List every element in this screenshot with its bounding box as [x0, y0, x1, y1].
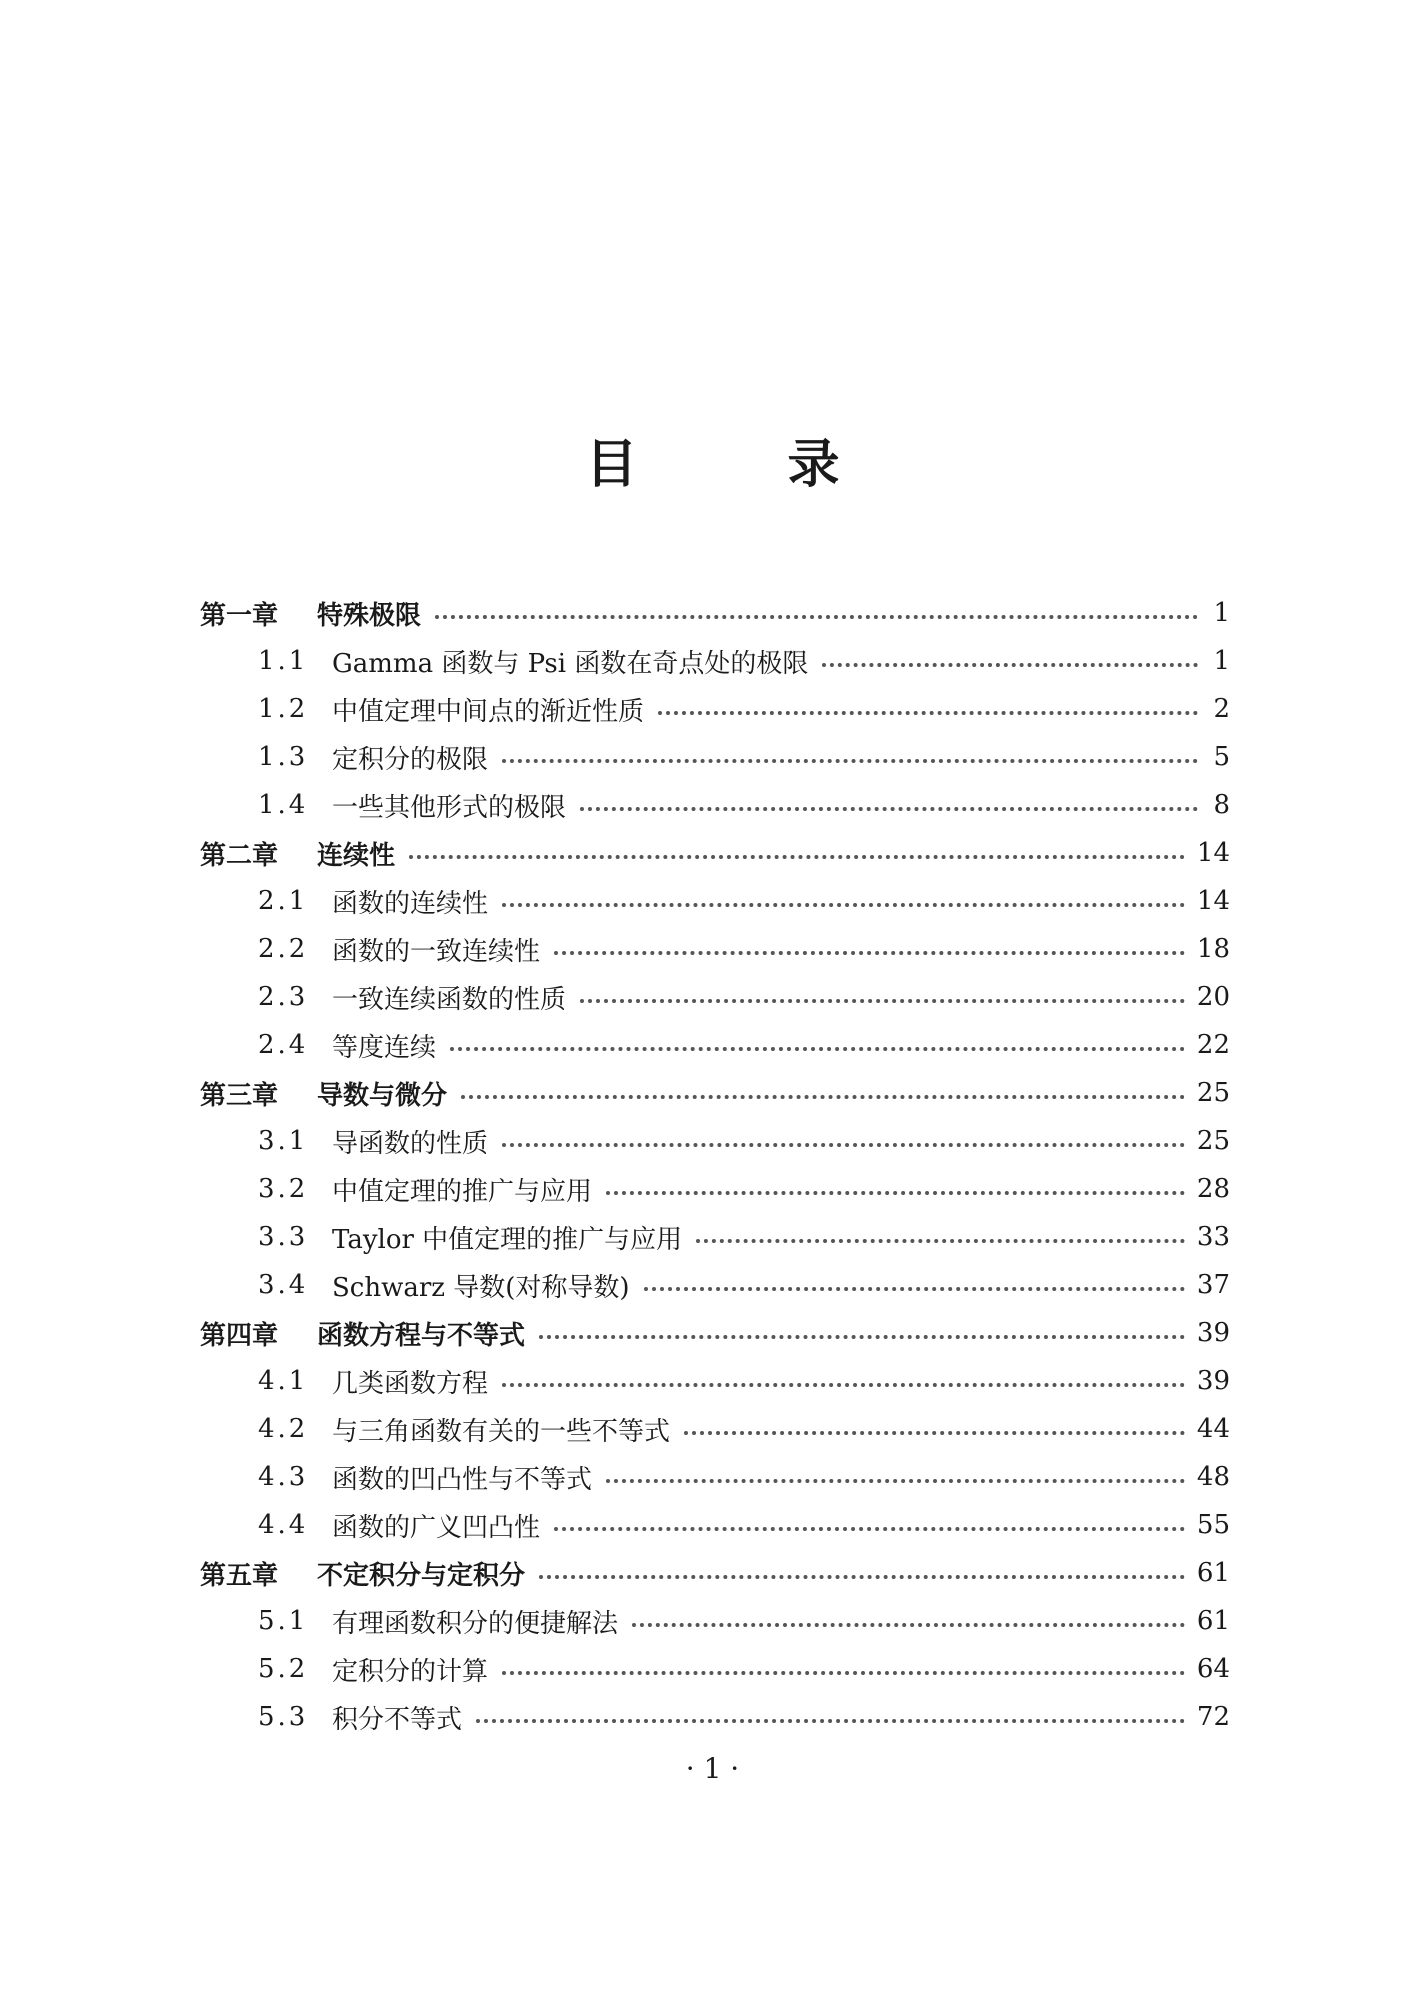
toc-entry-page-number: 18	[1196, 934, 1230, 964]
toc-dot-leader	[502, 1671, 1185, 1675]
toc-dot-leader	[696, 1239, 1185, 1243]
toc-entry-title: 导数与微分	[317, 1080, 448, 1111]
toc-section-entry[interactable]	[200, 1021, 1230, 1069]
toc-section-entry[interactable]	[200, 1261, 1230, 1309]
toc-entry-number: 1.2	[258, 694, 309, 724]
toc-entry-title: 与三角函数有关的一些不等式	[332, 1416, 671, 1447]
toc-chapter-entry[interactable]	[200, 829, 1230, 877]
toc-entry-title: Schwarz 导数(对称导数)	[332, 1272, 630, 1303]
toc-entry-number: 3.1	[258, 1126, 309, 1156]
toc-entry-number: 1.1	[258, 646, 309, 676]
toc-entry-number: 5.3	[258, 1702, 309, 1732]
toc-entry-title: 定积分的计算	[332, 1656, 489, 1687]
toc-entry-number: 5.1	[258, 1606, 309, 1636]
toc-section-entry[interactable]	[200, 925, 1230, 973]
toc-dot-leader	[632, 1623, 1185, 1627]
toc-section-entry[interactable]	[200, 877, 1230, 925]
toc-entry-page-number: 25	[1196, 1078, 1230, 1108]
toc-entry-number: 3.2	[258, 1174, 309, 1204]
toc-entry-page-number: 39	[1196, 1366, 1230, 1396]
toc-dot-leader	[580, 807, 1198, 811]
toc-entry-page-number: 39	[1196, 1318, 1230, 1348]
toc-entry-number: 3.3	[258, 1222, 309, 1252]
toc-dot-leader	[644, 1287, 1185, 1291]
toc-entry-number: 第四章	[200, 1320, 279, 1351]
toc-dot-leader	[461, 1095, 1185, 1099]
toc-dot-leader	[409, 855, 1185, 859]
title-char-1: 目	[585, 435, 638, 495]
toc-entry-title: 不定积分与定积分	[317, 1560, 526, 1591]
toc-entry-number: 2.1	[258, 886, 309, 916]
toc-entry-number: 1.4	[258, 790, 309, 820]
toc-dot-leader	[822, 663, 1198, 667]
toc-entry-number: 第五章	[200, 1560, 279, 1591]
toc-entry-page-number: 22	[1196, 1030, 1230, 1060]
toc-entry-number: 4.4	[258, 1510, 309, 1540]
toc-dot-leader	[435, 615, 1198, 619]
toc-entry-page-number: 28	[1196, 1174, 1230, 1204]
page-title	[0, 430, 1425, 500]
toc-entry-page-number: 8	[1213, 790, 1230, 820]
toc-section-entry[interactable]	[200, 1693, 1230, 1741]
toc-entry-title: 一些其他形式的极限	[332, 792, 567, 823]
toc-entry-title: 等度连续	[332, 1032, 437, 1063]
toc-entry-title: 积分不等式	[332, 1704, 463, 1735]
toc-section-entry[interactable]	[200, 1165, 1230, 1213]
toc-entry-page-number: 61	[1196, 1558, 1230, 1588]
toc-entry-title: 函数的广义凹凸性	[332, 1512, 541, 1543]
toc-entry-number: 4.1	[258, 1366, 309, 1396]
toc-dot-leader	[502, 759, 1198, 763]
toc-entry-title: 函数的一致连续性	[332, 936, 541, 967]
toc-chapter-entry[interactable]	[200, 1309, 1230, 1357]
toc-section-entry[interactable]	[200, 685, 1230, 733]
toc-dot-leader	[554, 1527, 1185, 1531]
toc-entry-title: Gamma 函数与 Psi 函数在奇点处的极限	[332, 648, 809, 679]
toc-entry-number: 2.2	[258, 934, 309, 964]
toc-section-entry[interactable]	[200, 1117, 1230, 1165]
toc-section-entry[interactable]	[200, 973, 1230, 1021]
toc-dot-leader	[658, 711, 1198, 715]
toc-dot-leader	[502, 1143, 1185, 1147]
toc-section-entry[interactable]	[200, 781, 1230, 829]
toc-entry-title: Taylor 中值定理的推广与应用	[332, 1224, 683, 1255]
toc-entry-page-number: 64	[1196, 1654, 1230, 1684]
toc-entry-number: 5.2	[258, 1654, 309, 1684]
toc-entry-page-number: 72	[1196, 1702, 1230, 1732]
toc-entry-title: 函数方程与不等式	[317, 1320, 526, 1351]
toc-entry-page-number: 20	[1196, 982, 1230, 1012]
toc-entry-title: 函数的连续性	[332, 888, 489, 919]
toc-dot-leader	[450, 1047, 1185, 1051]
toc-entry-page-number: 33	[1196, 1222, 1230, 1252]
toc-entry-title: 几类函数方程	[332, 1368, 489, 1399]
table-of-contents	[200, 589, 1230, 1741]
toc-dot-leader	[539, 1335, 1185, 1339]
toc-entry-title: 导函数的性质	[332, 1128, 489, 1159]
toc-dot-leader	[539, 1575, 1185, 1579]
toc-entry-number: 第二章	[200, 840, 279, 871]
toc-entry-title: 中值定理的推广与应用	[332, 1176, 593, 1207]
toc-dot-leader	[476, 1719, 1185, 1723]
toc-entry-title: 特殊极限	[317, 600, 422, 631]
toc-section-entry[interactable]	[200, 1453, 1230, 1501]
toc-entry-title: 有理函数积分的便捷解法	[332, 1608, 619, 1639]
toc-entry-page-number: 25	[1196, 1126, 1230, 1156]
toc-entry-number: 第一章	[200, 600, 279, 631]
toc-entry-page-number: 61	[1196, 1606, 1230, 1636]
toc-dot-leader	[606, 1479, 1185, 1483]
toc-entry-title: 函数的凹凸性与不等式	[332, 1464, 593, 1495]
toc-entry-title: 一致连续函数的性质	[332, 984, 567, 1015]
toc-section-entry[interactable]	[200, 1645, 1230, 1693]
toc-entry-number: 3.4	[258, 1270, 309, 1300]
toc-entry-title: 定积分的极限	[332, 744, 489, 775]
toc-entry-number: 2.3	[258, 982, 309, 1012]
toc-dot-leader	[502, 1383, 1185, 1387]
toc-entry-page-number: 1	[1213, 598, 1230, 628]
toc-section-entry[interactable]	[200, 1597, 1230, 1645]
toc-entry-page-number: 37	[1196, 1270, 1230, 1300]
page-number: · 1 ·	[685, 1752, 740, 1785]
toc-chapter-entry[interactable]	[200, 1549, 1230, 1597]
toc-section-entry[interactable]	[200, 1357, 1230, 1405]
toc-dot-leader	[580, 999, 1185, 1003]
toc-section-entry[interactable]	[200, 1501, 1230, 1549]
toc-dot-leader	[684, 1431, 1185, 1435]
toc-dot-leader	[502, 903, 1185, 907]
toc-entry-number: 1.3	[258, 742, 309, 772]
toc-entry-page-number: 44	[1196, 1414, 1230, 1444]
toc-entry-page-number: 2	[1213, 694, 1230, 724]
toc-dot-leader	[554, 951, 1185, 955]
toc-entry-page-number: 14	[1196, 838, 1230, 868]
toc-entry-number: 第三章	[200, 1080, 279, 1111]
toc-chapter-entry[interactable]	[200, 589, 1230, 637]
toc-entry-page-number: 48	[1196, 1462, 1230, 1492]
toc-entry-page-number: 55	[1196, 1510, 1230, 1540]
toc-entry-number: 4.2	[258, 1414, 309, 1444]
toc-entry-page-number: 14	[1196, 886, 1230, 916]
toc-section-entry[interactable]	[200, 1213, 1230, 1261]
toc-section-entry[interactable]	[200, 637, 1230, 685]
toc-entry-title: 连续性	[317, 840, 396, 871]
toc-chapter-entry[interactable]	[200, 1069, 1230, 1117]
toc-dot-leader	[606, 1191, 1185, 1195]
toc-section-entry[interactable]	[200, 733, 1230, 781]
toc-entry-page-number: 5	[1213, 742, 1230, 772]
title-char-2: 录	[787, 435, 840, 495]
toc-entry-number: 2.4	[258, 1030, 309, 1060]
toc-entry-title: 中值定理中间点的渐近性质	[332, 696, 645, 727]
toc-entry-number: 4.3	[258, 1462, 309, 1492]
toc-entry-page-number: 1	[1213, 646, 1230, 676]
toc-section-entry[interactable]	[200, 1405, 1230, 1453]
